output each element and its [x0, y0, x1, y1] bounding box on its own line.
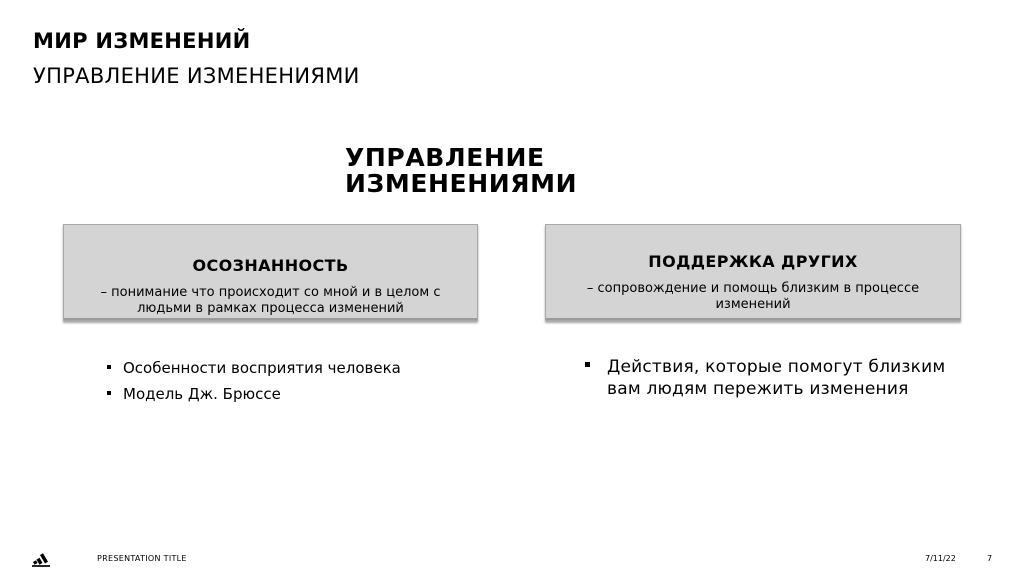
slide-kicker: МИР ИЗМЕНЕНИЙ [33, 29, 251, 53]
support-box-description: – сопровождение и помощь близким в процессе изменений [586, 281, 920, 312]
support-box-title: ПОДДЕРЖКА ДРУГИХ [648, 252, 858, 271]
slide-subtitle: УПРАВЛЕНИЕ ИЗМЕНЕНИЯМИ [33, 64, 360, 88]
page-number: 7 [987, 554, 993, 563]
list-item [104, 358, 401, 378]
slide-date: 7/11/22 [925, 554, 956, 563]
awareness-box-title: ОСОЗНАННОСТЬ [192, 256, 349, 275]
list-item-text: Модель Дж. Брюссе [123, 385, 281, 403]
list-item-text: Особенности восприятия человека [123, 359, 401, 377]
adidas-logo-icon [30, 551, 52, 567]
support-box [545, 224, 961, 321]
bullet-icon [107, 365, 111, 369]
center-heading: УПРАВЛЕНИЕ ИЗМЕНЕНИЯМИ [345, 143, 578, 198]
presentation-title: PRESENTATION TITLE [97, 554, 187, 563]
left-bullet-list [104, 358, 401, 410]
awareness-box-description: – понимание что происходит со мной и в целом с людьми в рамках процесса изменений [100, 285, 441, 316]
right-bullet-list [582, 356, 952, 400]
list-item [104, 384, 401, 404]
bullet-icon [585, 362, 590, 367]
list-item-text: Действия, которые помогут близким вам людям пережить изменения [607, 357, 946, 399]
bullet-icon [107, 391, 111, 395]
list-item [582, 356, 952, 400]
awareness-box [63, 224, 478, 321]
